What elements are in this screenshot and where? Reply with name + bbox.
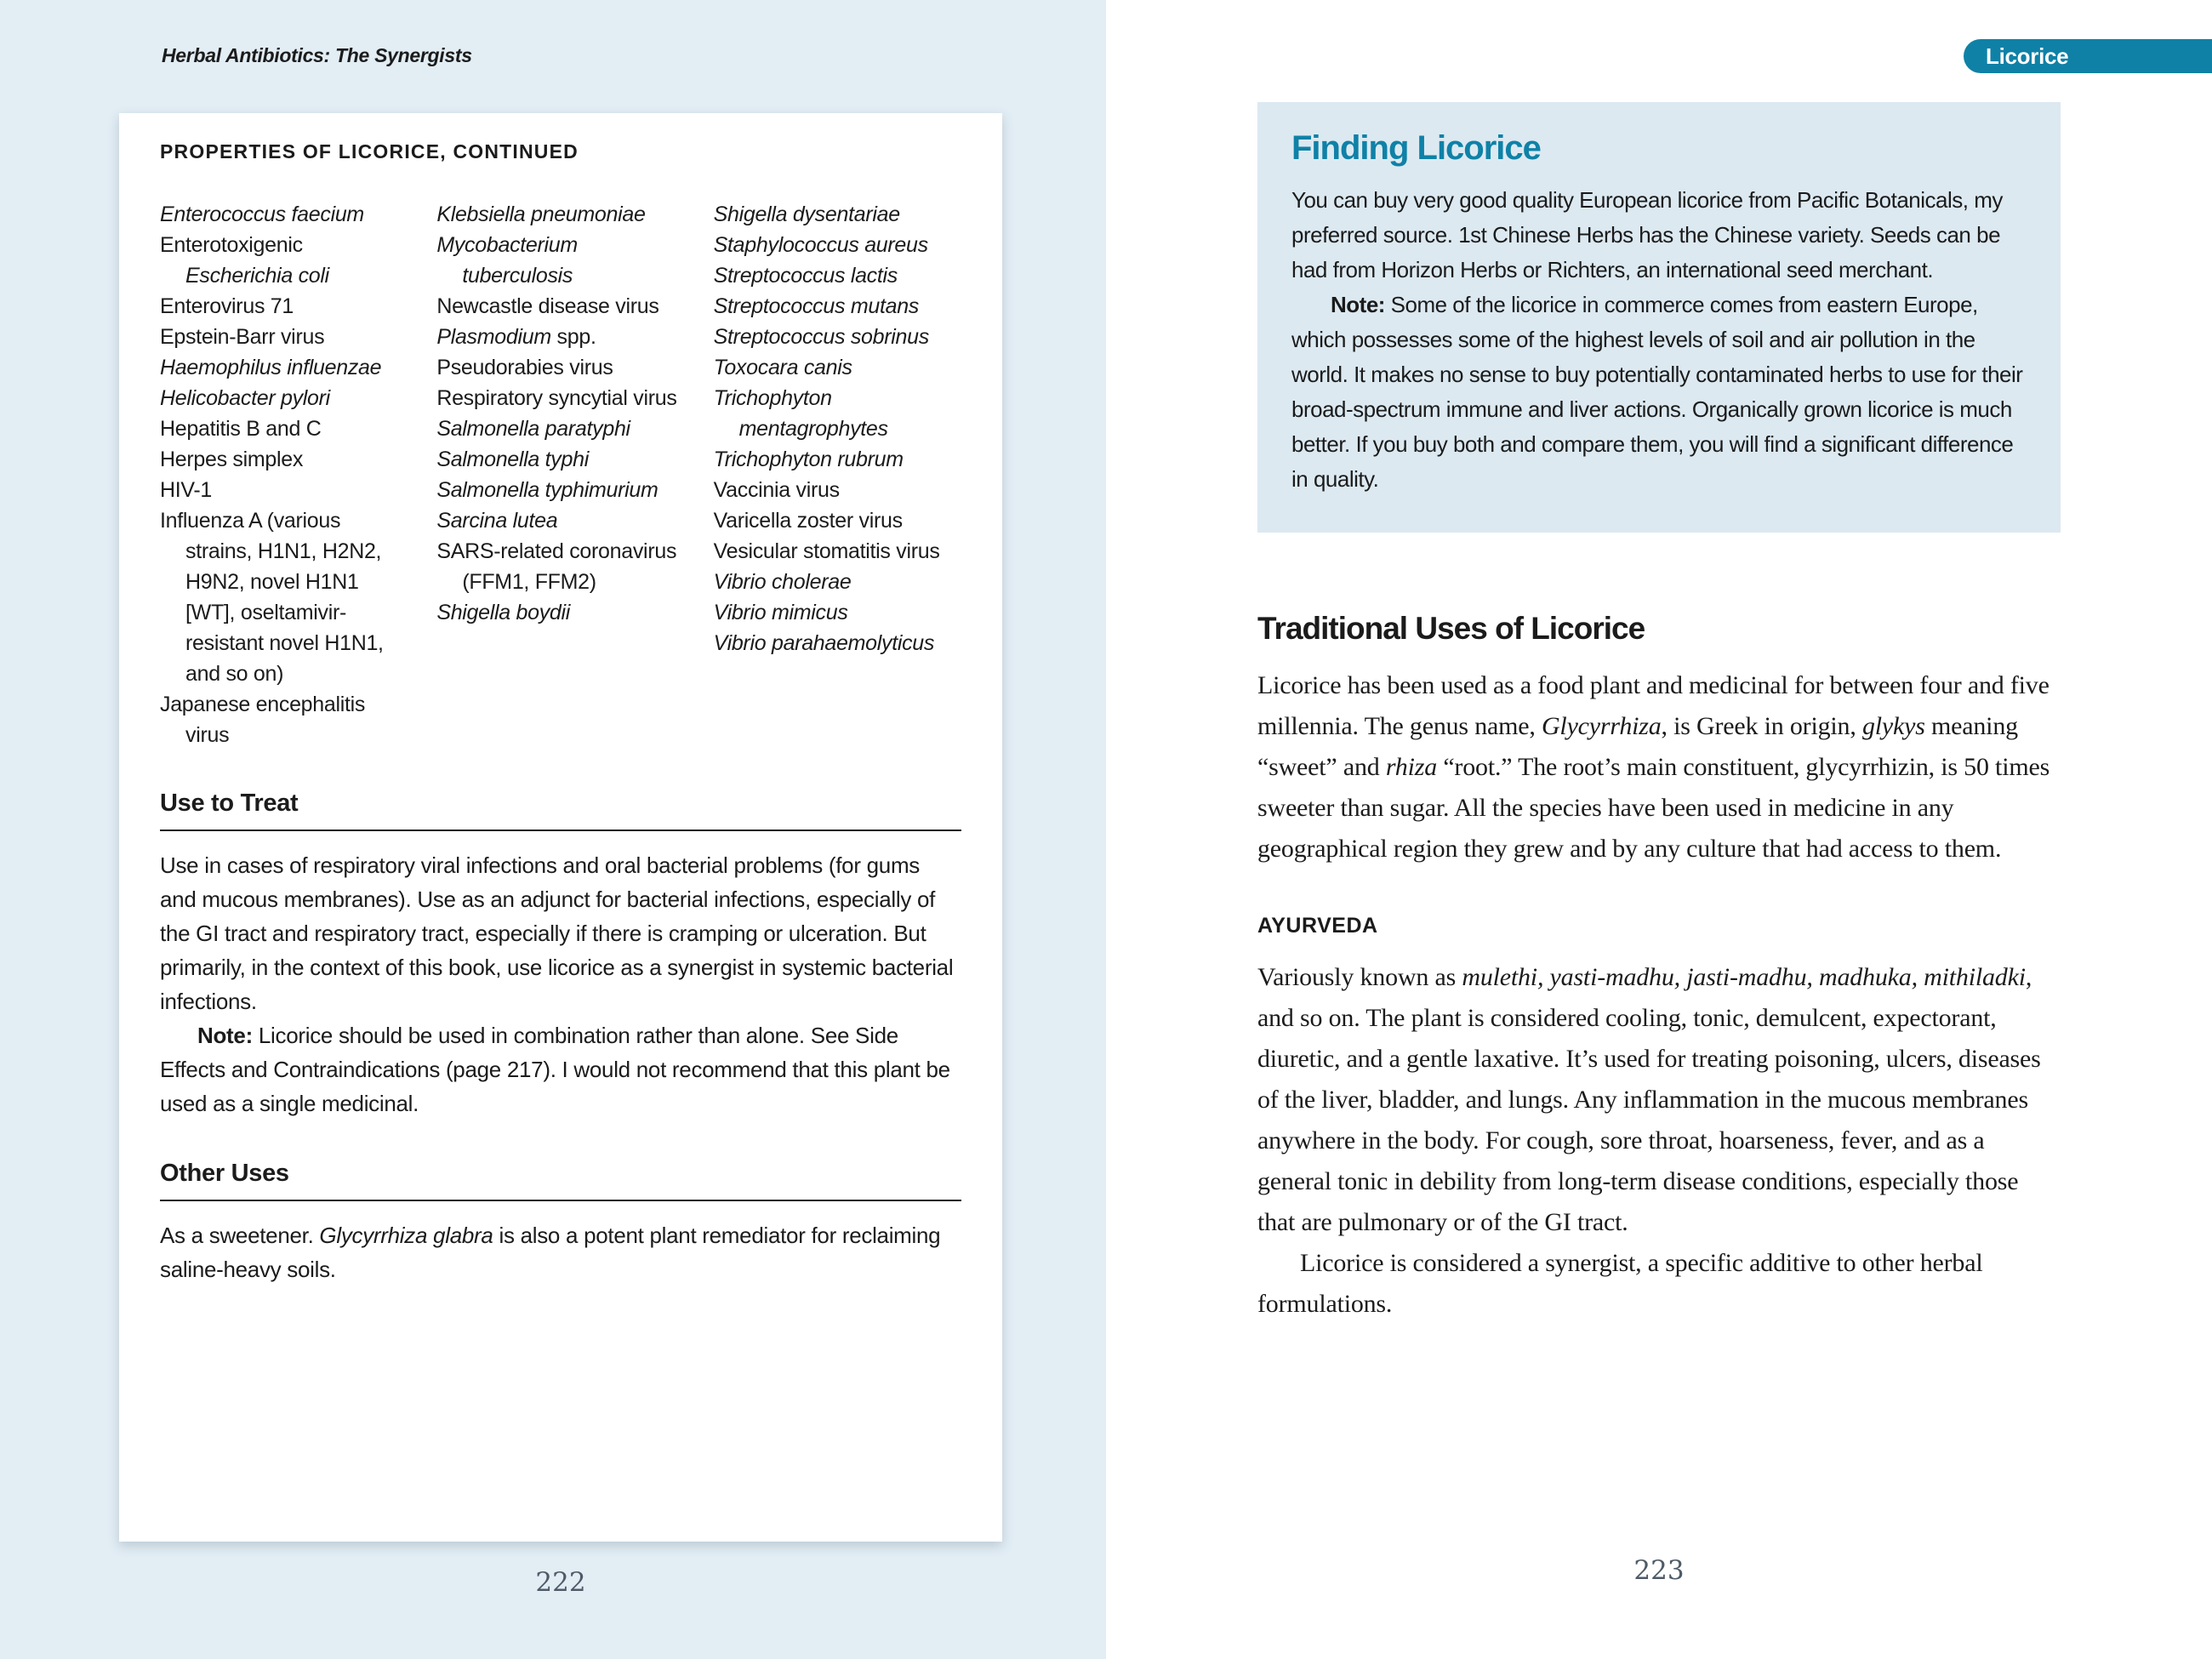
ayurveda-paragraph-2: Licorice is considered a synergist, a specific additive to other herbal formulations. [1257,1249,1983,1318]
traditional-uses-paragraph: Licorice has been used as a food plant and medicinal for between four and five millennia. The genus name, Glycyrrhiza, is Greek in origin, glykys meaning “sweet” and rhiza “root.” The root’s main constituent, glycyrrhizin, is 50 times sweeter than sugar. All the species have been used in medicine in any geographical region they grew and by any culture that had access to them. [1257,671,2050,863]
pathogen-item: Helicobacter pylori [160,386,330,410]
pathogen-item: Epstein-Barr virus [160,325,325,349]
pathogen-item: Plasmodium spp. [436,325,596,349]
finding-licorice-paragraph: You can buy very good quality European licorice from Pacific Botanicals, my preferred source. 1st Chinese Herbs has the Chinese variety. Seeds can be had from Horizon Herbs or Richters, an international seed merchant. [1291,187,2003,282]
traditional-uses-heading: Traditional Uses of Licorice [1257,611,1645,646]
pathogen-item: Haemophilus influenzae [160,356,382,379]
page-number-left: 222 [535,1567,586,1598]
other-uses-heading: Other Uses [160,1160,289,1187]
pathogen-item: Vaccinia virus [713,478,840,502]
finding-licorice-box [1257,102,2061,533]
pathogen-item: Influenza A (various strains, H1N1, H2N2, H9N2, novel H1N1 [WT], oseltamivir-resistant novel H1N1, and so on) [160,509,384,686]
pathogen-item: Salmonella typhi [436,448,589,471]
use-to-treat-heading: Use to Treat [160,790,299,817]
pathogen-item: Streptococcus sobrinus [713,325,929,349]
right-page-content [1257,0,2061,1325]
pathogen-item: Newcastle disease virus [436,294,659,318]
pathogen-item: Vibrio parahaemolyticus [713,631,935,655]
use-to-treat-note: Note: Licorice should be used in combination rather than alone. See Side Effects and Contraindications (page 217). I would not recommend that this plant be used as a single medicinal. [160,1023,950,1116]
finding-licorice-note: Note: Some of the licorice in commerce comes from eastern Europe, which possesses some of the highest levels of soil and air pollution in the world. It makes no sense to buy potentially contaminated herbs to use for their broad-spectrum immune and liver actions. Organically grown licorice is much better. If you buy both and compare them, you will find a significant difference in quality. [1291,292,2023,492]
pathogen-item: Vesicular stomatitis virus [713,539,940,563]
pathogen-item: Streptococcus mutans [713,294,919,318]
pathogen-item: Enterotoxigenic Escherichia coli [160,233,329,288]
pathogen-item: Klebsiella pneumoniae [436,202,646,226]
use-to-treat-paragraph: Use in cases of respiratory viral infections and oral bacterial problems (for gums and mucous membranes). Use as an adjunct for bacterial infections, especially of the GI tract and respiratory tract, especially if there is cramping or ulceration. But primarily, in the context of this book, use licorice as a synergist in systemic bacterial infections. [160,852,954,1014]
pathogen-item: HIV-1 [160,478,213,502]
properties-box [119,113,1002,1542]
pathogen-item: Vibrio cholerae [713,570,852,594]
ayurveda-paragraph: Variously known as mulethi, yasti-madhu, jasti-madhu, madhuka, mithiladki, and so on. The plant is considered cooling, tonic, demulcent, expectorant, diuretic, and a gentle laxative. It’s used for treating poisoning, ulcers, diseases of the liver, bladder, and lungs. Any inflammation in the mucous membranes anywhere in the body. For cough, sore throat, hoarseness, fever, and as a general tonic in debility from long-term disease conditions, especially those that are pulmonary or of the GI tract. [1257,963,2041,1236]
page-number-right: 223 [1633,1555,1685,1586]
pathogen-item: Salmonella typhimurium [436,478,658,502]
pathogen-column-2 [436,199,684,750]
pathogen-item: Sarcina lutea [436,509,558,533]
finding-licorice-title: Finding Licorice [1291,129,1541,167]
heading-rule [160,830,961,831]
ayurveda-heading: AYURVEDA [1257,914,1378,938]
pathogen-item: Shigella dysentariae [713,202,900,226]
properties-box-title: PROPERTIES OF LICORICE, CONTINUED [160,140,579,162]
pathogen-columns [160,199,961,750]
pathogen-item: Enterococcus faecium [160,202,364,226]
pathogen-item: Herpes simplex [160,448,304,471]
pathogen-item: Respiratory syncytial virus [436,386,677,410]
pathogen-item: Pseudorabies virus [436,356,613,379]
pathogen-item: Salmonella paratyphi [436,417,630,441]
pathogen-item: Varicella zoster virus [713,509,903,533]
running-head: Herbal Antibiotics: The Synergists [162,44,472,66]
right-page [1106,0,2212,1659]
pathogen-item: Japanese encephalitis virus [160,693,366,747]
pathogen-item: Vibrio mimicus [713,601,848,624]
pathogen-item: SARS-related coronavirus (FFM1, FFM2) [436,539,677,594]
pathogen-item: Shigella boydii [436,601,571,624]
pathogen-item: Toxocara canis [713,356,852,379]
licorice-tab-label: Licorice [1986,43,2069,69]
pathogen-column-1 [160,199,408,750]
section-other-uses [160,1160,961,1286]
pathogen-column-3 [714,199,961,750]
pathogen-item: Trichophyton mentagrophytes [713,386,888,441]
pathogen-item: Streptococcus lactis [713,264,898,288]
pathogen-item: Enterovirus 71 [160,294,294,318]
pathogen-item: Hepatitis B and C [160,417,322,441]
pathogen-item: Trichophyton rubrum [713,448,904,471]
pathogen-item: Mycobacterium tuberculosis [436,233,578,288]
heading-rule [160,1200,961,1201]
other-uses-paragraph: As a sweetener. Glycyrrhiza glabra is also a potent plant remediator for reclaiming saline-heavy soils. [160,1223,941,1282]
pathogen-item: Staphylococcus aureus [713,233,928,257]
section-use-to-treat [160,790,961,1120]
